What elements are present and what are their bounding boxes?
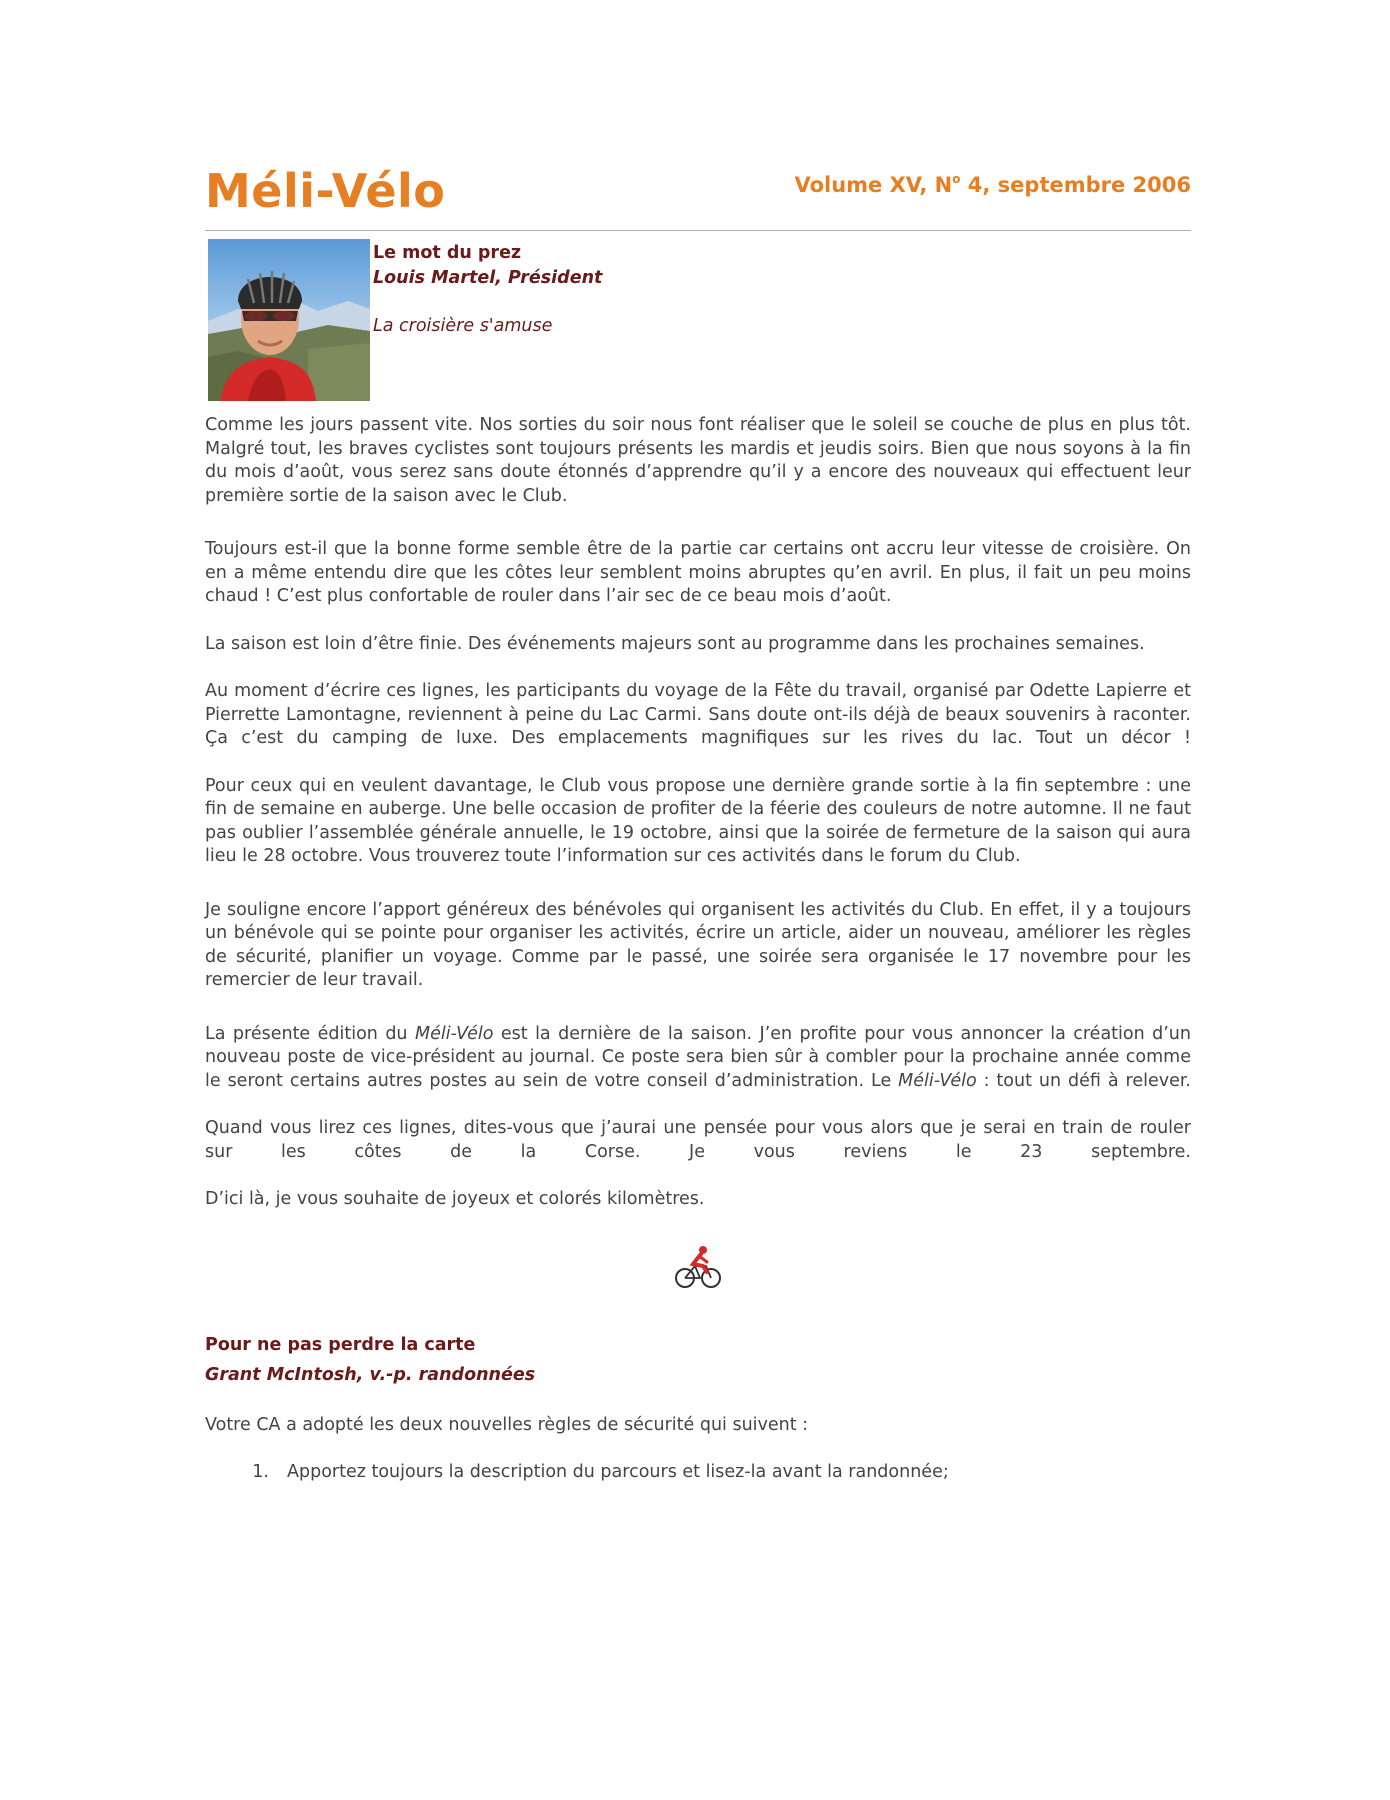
paragraph: D’ici là, je vous souhaite de joyeux et colorés kilomètres. — [205, 1189, 705, 1209]
paragraph: Toujours est-il que la bonne forme semble être de la partie car certains ont accru leur vitesse de croisière. On en a même entendu dire que les côtes leur semblent moins abruptes qu’en avril. En plus, il fait un peu moins chaud ! C’est plus confortable de rouler dans l’air sec de ce beau mois d’août. — [205, 539, 1191, 606]
article-subtitle: La croisière s'amuse — [373, 316, 553, 336]
article-body — [205, 414, 1191, 1212]
paragraph: Quand vous lirez ces lignes, dites-vous que j’aurai une pensée pour vous alors que je serai en train de rouler sur les côtes de la Corse. Je vous reviens le 23 septembre. — [205, 1118, 1191, 1162]
section-title: Le mot du prez — [373, 243, 522, 263]
paragraph: Votre CA a adopté les deux nouvelles règles de sécurité qui suivent : — [205, 1414, 809, 1435]
president-intro — [205, 239, 1191, 414]
list-number: 1. — [252, 1462, 269, 1482]
list-text: Apportez toujours la description du parcours et lisez-la avant la randonnée; — [287, 1462, 949, 1482]
issue-info: Volume XV, $N^o$ 4, septembre 2006 — [794, 172, 1191, 197]
rules-list — [205, 1461, 1191, 1485]
cyclist-icon — [673, 1242, 723, 1292]
paragraph: La présente édition du Méli-Vélo est la dernière de la saison. J’en profite pour vous annoncer la création d’un nouveau poste de vice-président au journal. Ce poste sera bien sûr à combler pour la prochaine année comme le seront certains autres postes au sein de votre conseil d’administration. Le Méli-Vélo : tout un défi à relever. — [205, 1023, 1191, 1091]
section-title: Pour ne pas perdre la carte — [205, 1334, 476, 1355]
map-section — [205, 1330, 1191, 1485]
paragraph: Pour ceux qui en veulent davantage, le Club vous propose une dernière grande sortie à la fin septembre : une fin de semaine en auberge. Une belle occasion de profiter de la féerie des couleurs de notre automne. Il ne faut pas oublier l’assemblée générale annuelle, le 19 octobre, ainsi que la soirée de fermeture de la saison qui aura lieu le 28 octobre. Vous trouverez toute l’information sur ces activités dans le forum du Club. — [205, 775, 1191, 866]
list-item — [205, 1461, 1191, 1485]
masthead — [205, 160, 1191, 231]
section-author: Louis Martel, Président — [373, 268, 603, 288]
paragraph: La saison est loin d’être finie. Des événements majeurs sont au programme dans les prochaines semaines. — [205, 633, 1145, 654]
newsletter-title: Méli-Vélo — [205, 164, 446, 218]
intro-text — [373, 241, 602, 339]
paragraph: Au moment d’écrire ces lignes, les participants du voyage de la Fête du travail, organisé par Odette Lapierre et Pierrette Lamontagne, reviennent à peine du Lac Carmi. Sans doute ont-ils déjà de beaux souvenirs à raconter. Ça c’est du camping de luxe. Des emplacements magnifiques sur les rives du lac. Tout un décor ! — [205, 681, 1191, 748]
newsletter-page — [205, 160, 1191, 1485]
section-author: Grant McIntosh, v.-p. randonnées — [205, 1364, 536, 1385]
president-photo — [208, 239, 370, 401]
paragraph: Comme les jours passent vite. Nos sorties du soir nous font réaliser que le soleil se couche de plus en plus tôt. Malgré tout, les braves cyclistes sont toujours présents les mardis et jeudis soirs. Bien que nous soyons à la fin du mois d’août, vous serez sans doute étonnés d’apprendre qu’il y a encore des nouveaux qui effectuent leur première sortie de la saison avec le Club. — [205, 415, 1191, 506]
paragraph: Je souligne encore l’apport généreux des bénévoles qui organisent les activités du Club. En effet, il y a toujours un bénévole qui se pointe pour organiser les activités, écrire un article, aider un nouveau, améliorer les règles de sécurité, planifier un voyage. Comme par le passé, une soirée sera organisée le 17 novembre pour les remercier de leur travail. — [205, 899, 1191, 990]
section-body — [205, 1414, 1191, 1438]
